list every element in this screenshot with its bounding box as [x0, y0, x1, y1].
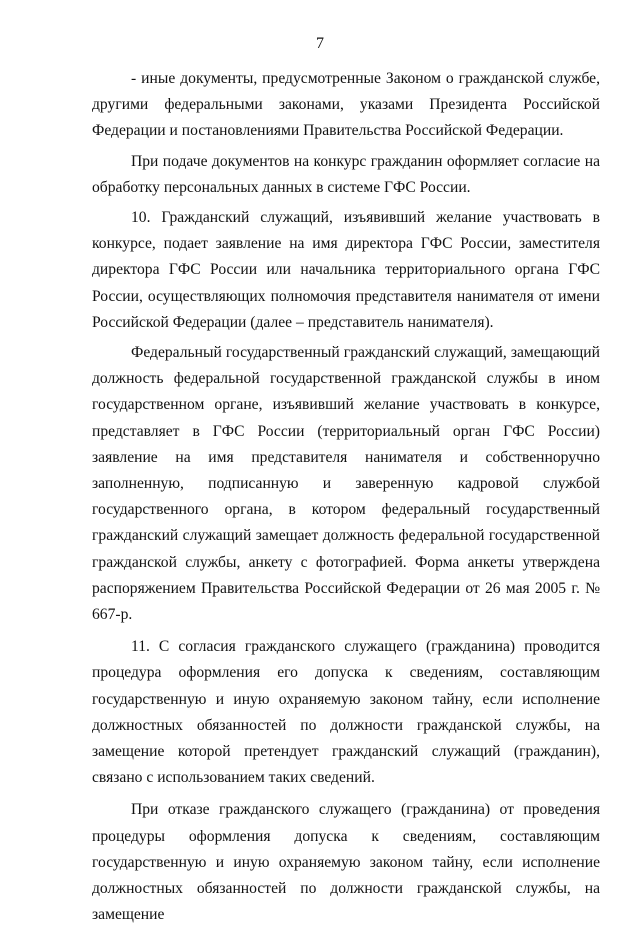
paragraph-refusal-clearance: При отказе гражданского служащего (гражданина) от проведения процедуры оформления допуска к сведениям, составляющим государственную и иную охраняемую законом тайну, если исполнение должностных обязанностей по должности гражданской службы, на замещение: [92, 801, 600, 924]
paragraph-personal-data-consent: При подаче документов на конкурс гражданин оформляет согласие на обработку персональных данных в системе ГФС России.: [92, 152, 600, 196]
page-number: 7: [316, 35, 324, 52]
paragraph-11-clearance: 11. С согласия гражданского служащего (гражданина) проводится процедура оформления его допуска к сведениям, составляющим государственную и иную охраняемую законом тайну, если исполнение должностных обязанностей по должности гражданской службы, на замещение которой претендует гражданский служащий (гражданин), связано с использованием таких сведений.: [92, 638, 600, 787]
paragraph-other-documents: - иные документы, предусмотренные Законом о гражданской службе, другими федеральными законами, указами Президента Российской Федерации и постановлениями Правительства Российской Федерации.: [92, 70, 600, 140]
paragraph-10-application: 10. Гражданский служащий, изъявивший желание участвовать в конкурсе, подает заявление на имя директора ГФС России, заместителя директора ГФС России или начальника территориального органа ГФС России, осуществляющих полномочия представителя нанимателя от имени Российской Федерации (далее – представитель нанимателя).: [92, 209, 600, 331]
paragraph-federal-servant-application: Федеральный государственный гражданский служащий, замещающий должность федеральной государственной гражданской службы в ином государственном органе, изъявивший желание участвовать в конкурсе, представляет в ГФС России (территориальный орган ГФС России) заявление на имя представителя нанимателя и собственноручно заполненную, подписанную и заверенную кадровой службой государственного органа, в котором федеральный государственный гражданский служащий замещает должность федеральной государственной гражданской службы, анкету с фотографией. Форма анкеты утверждена распоряжением Правительства Российской Федерации от 26 мая 2005 г. № 667-р.: [92, 344, 600, 624]
document-body: [92, 66, 600, 929]
